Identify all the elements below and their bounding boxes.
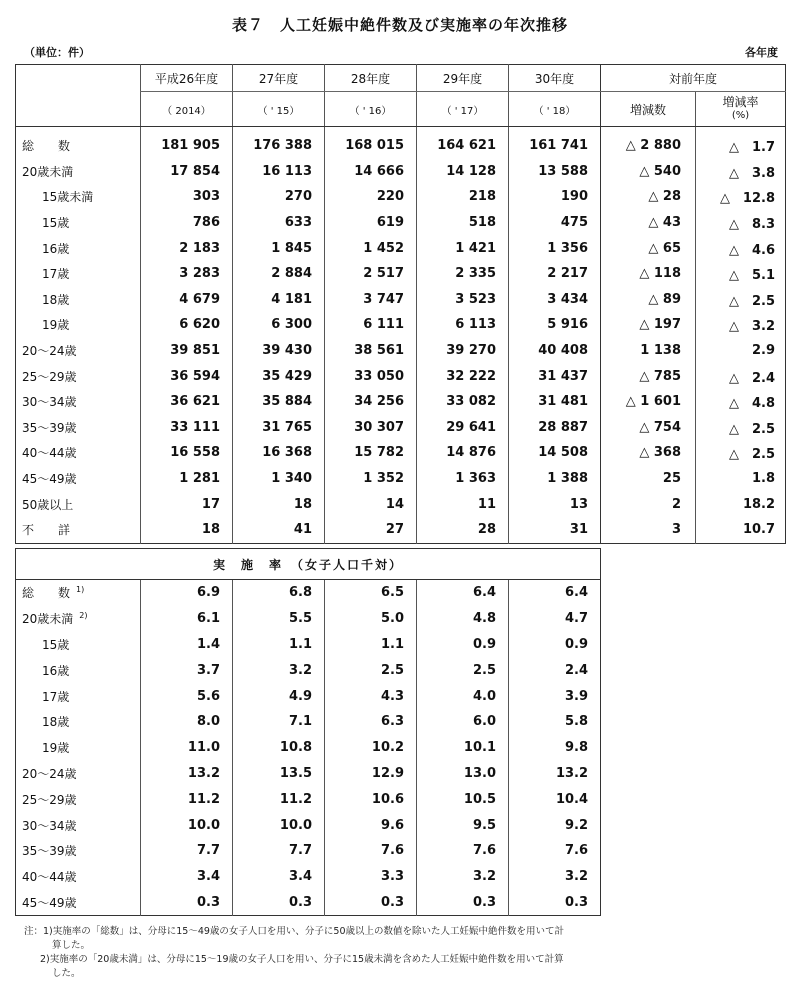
change-rate-cell: △ 2.4 <box>696 363 786 389</box>
row-label: 15歳未満 <box>42 190 94 205</box>
header-year-2017: 29年度 <box>417 65 509 92</box>
table-row <box>16 363 786 389</box>
header-rate-label: 増減率 <box>722 95 759 109</box>
count-cell: 39 430 <box>233 338 325 364</box>
count-cell: 2 183 <box>141 235 233 261</box>
rate-cell: 0.3 <box>325 890 417 916</box>
header-year-sub-2017: （ ' 17） <box>417 92 509 127</box>
rate-row-label <box>16 890 141 916</box>
rate-cell: 10.8 <box>233 735 325 761</box>
rate-row-label-text: 17歳 <box>42 689 70 704</box>
count-cell: 1 281 <box>141 466 233 492</box>
rate-cell: 3.2 <box>417 864 509 890</box>
rate-row-label-text: 19歳 <box>42 741 70 756</box>
table-title: 表７ 人工妊娠中絶件数及び実施率の年次推移 <box>231 16 568 34</box>
header-year-sub-2016: （ ' 16） <box>325 92 417 127</box>
count-cell: 6 300 <box>233 312 325 338</box>
change-rate-cell: △ 2.5 <box>696 440 786 466</box>
count-cell: 6 620 <box>141 312 233 338</box>
rate-cell: 10.5 <box>417 786 509 812</box>
change-cell: 1 138 <box>601 338 696 364</box>
rate-cell: 3.4 <box>141 864 233 890</box>
rate-cell: 5.5 <box>233 606 325 632</box>
rate-cell: 2.5 <box>417 657 509 683</box>
table-row <box>16 786 601 812</box>
count-cell: 164 621 <box>417 127 509 159</box>
table-row <box>16 606 601 632</box>
header-rate-unit: (%) <box>731 110 750 121</box>
change-cell: △ 540 <box>601 159 696 185</box>
rate-cell: 2.5 <box>325 657 417 683</box>
rate-cell: 6.4 <box>417 580 509 606</box>
row-label: 総 数 <box>22 139 71 154</box>
count-cell: 31 481 <box>509 389 601 415</box>
count-cell: 35 429 <box>233 363 325 389</box>
rate-cell: 1.1 <box>233 632 325 658</box>
footnote-2-cont: した。 <box>52 968 81 979</box>
rate-cell: 5.6 <box>141 683 233 709</box>
rate-cell: 13.2 <box>509 761 601 787</box>
header-year-2016: 28年度 <box>325 65 417 92</box>
change-cell: △ 28 <box>601 184 696 210</box>
change-cell: △ 1 601 <box>601 389 696 415</box>
rate-row-label-text: 30～34歳 <box>22 818 77 833</box>
header-year-2015: 27年度 <box>233 65 325 92</box>
table-row <box>16 683 601 709</box>
count-cell: 220 <box>325 184 417 210</box>
count-cell: 3 434 <box>509 287 601 313</box>
row-label: 30～34歳 <box>22 395 77 410</box>
count-cell: 3 523 <box>417 287 509 313</box>
rate-row-label-text: 35～39歳 <box>22 844 77 859</box>
rate-cell: 3.4 <box>233 864 325 890</box>
count-cell: 29 641 <box>417 415 509 441</box>
rate-cell: 7.6 <box>325 838 417 864</box>
table-row <box>16 761 601 787</box>
rate-row-label-text: 40～44歳 <box>22 870 77 885</box>
change-rate-cell: △ 2.5 <box>696 287 786 313</box>
count-cell: 32 222 <box>417 363 509 389</box>
rate-row-label <box>16 864 141 890</box>
table-row <box>16 709 601 735</box>
rate-cell: 13.2 <box>141 761 233 787</box>
rate-cell: 6.3 <box>325 709 417 735</box>
change-cell: △ 43 <box>601 210 696 236</box>
row-label: 18歳 <box>42 292 70 307</box>
rate-cell: 4.9 <box>233 683 325 709</box>
count-cell: 39 270 <box>417 338 509 364</box>
count-cell: 1 363 <box>417 466 509 492</box>
row-label: 20歳未満 <box>22 164 74 179</box>
rate-cell: 1.1 <box>325 632 417 658</box>
rate-cell: 3.2 <box>509 864 601 890</box>
count-cell: 5 916 <box>509 312 601 338</box>
count-cell: 17 854 <box>141 159 233 185</box>
count-cell: 41 <box>233 517 325 543</box>
row-label: 20～24歳 <box>22 344 77 359</box>
table-row <box>16 657 601 683</box>
count-cell: 31 <box>509 517 601 543</box>
unit-label: （単位：件） <box>24 46 90 59</box>
count-cell: 218 <box>417 184 509 210</box>
header-year-sub-2018: （ ' 18） <box>509 92 601 127</box>
rate-cell: 7.7 <box>141 838 233 864</box>
rate-cell: 4.0 <box>417 683 509 709</box>
footnote-1-cont: 算した。 <box>52 940 91 951</box>
count-cell: 13 <box>509 491 601 517</box>
table-row <box>16 864 601 890</box>
row-label: 50歳以上 <box>22 497 74 512</box>
row-label: 不 詳 <box>22 523 71 538</box>
rate-cell: 10.2 <box>325 735 417 761</box>
count-cell: 39 851 <box>141 338 233 364</box>
table-row <box>16 312 786 338</box>
count-cell: 1 421 <box>417 235 509 261</box>
table-row <box>16 491 786 517</box>
count-cell: 6 113 <box>417 312 509 338</box>
rate-cell: 11.2 <box>141 786 233 812</box>
rate-cell: 0.3 <box>509 890 601 916</box>
count-cell: 11 <box>417 491 509 517</box>
rate-row-label <box>16 606 141 632</box>
rate-row-label-text: 18歳 <box>42 715 70 730</box>
rate-section-heading: 実 施 率 （女子人口千対） <box>16 549 601 580</box>
count-cell: 28 <box>417 517 509 543</box>
count-cell: 18 <box>233 491 325 517</box>
rate-cell: 0.3 <box>233 890 325 916</box>
rate-cell: 6.8 <box>233 580 325 606</box>
change-cell: 2 <box>601 491 696 517</box>
count-cell: 270 <box>233 184 325 210</box>
table-row <box>16 127 786 159</box>
rate-cell: 1.4 <box>141 632 233 658</box>
table-row <box>16 235 786 261</box>
header-year-2018: 30年度 <box>509 65 601 92</box>
abortion-rate-table <box>15 548 601 916</box>
rate-cell: 6.5 <box>325 580 417 606</box>
rate-row-label <box>16 735 141 761</box>
rate-row-label-text: 25～29歳 <box>22 792 77 807</box>
table-row <box>16 261 786 287</box>
count-cell: 35 884 <box>233 389 325 415</box>
rate-row-label <box>16 761 141 787</box>
row-label: 15歳 <box>42 216 70 231</box>
count-cell: 161 741 <box>509 127 601 159</box>
header-blank <box>16 65 141 127</box>
change-rate-cell: 10.7 <box>696 517 786 543</box>
change-rate-cell: △ 5.1 <box>696 261 786 287</box>
count-cell: 181 905 <box>141 127 233 159</box>
header-year-2014: 平成26年度 <box>141 65 233 92</box>
count-cell: 2 884 <box>233 261 325 287</box>
table-row <box>16 632 601 658</box>
count-cell: 475 <box>509 210 601 236</box>
table-row <box>16 838 601 864</box>
header-change: 増減数 <box>601 92 696 127</box>
header-rate <box>696 92 786 127</box>
rate-cell: 3.9 <box>509 683 601 709</box>
count-cell: 31 437 <box>509 363 601 389</box>
count-cell: 4 679 <box>141 287 233 313</box>
change-rate-cell: 2.9 <box>696 338 786 364</box>
rate-cell: 6.1 <box>141 606 233 632</box>
row-label: 19歳 <box>42 318 70 333</box>
count-cell: 190 <box>509 184 601 210</box>
count-cell: 18 <box>141 517 233 543</box>
period-label: 各年度 <box>745 46 778 59</box>
table-row <box>16 735 601 761</box>
change-rate-cell: △ 4.6 <box>696 235 786 261</box>
change-rate-cell: △ 12.8 <box>696 184 786 210</box>
table-row <box>16 812 601 838</box>
rate-row-label <box>16 812 141 838</box>
count-cell: 15 782 <box>325 440 417 466</box>
rate-cell: 7.7 <box>233 838 325 864</box>
table-row <box>16 389 786 415</box>
rate-cell: 13.5 <box>233 761 325 787</box>
change-rate-cell: △ 1.7 <box>696 127 786 159</box>
rate-row-label <box>16 580 141 606</box>
change-cell: △ 197 <box>601 312 696 338</box>
rate-cell: 11.0 <box>141 735 233 761</box>
rate-row-label-text: 16歳 <box>42 663 70 678</box>
count-cell: 17 <box>141 491 233 517</box>
footnotes <box>24 925 784 981</box>
count-cell: 31 765 <box>233 415 325 441</box>
change-rate-cell: 18.2 <box>696 491 786 517</box>
count-cell: 14 <box>325 491 417 517</box>
rate-cell: 6.4 <box>509 580 601 606</box>
rate-cell: 10.4 <box>509 786 601 812</box>
change-cell: 25 <box>601 466 696 492</box>
count-cell: 633 <box>233 210 325 236</box>
table-row <box>16 184 786 210</box>
rate-cell: 8.0 <box>141 709 233 735</box>
count-cell: 33 082 <box>417 389 509 415</box>
table-row <box>16 517 786 543</box>
rate-cell: 5.8 <box>509 709 601 735</box>
footnote-2: 2)実施率の「20歳未満」は、分母に15～19歳の女子人口を用い、分子に15歳未満を含めた人工妊娠中絶件数を用いて計算 <box>40 954 564 965</box>
rate-cell: 6.0 <box>417 709 509 735</box>
rate-cell: 4.3 <box>325 683 417 709</box>
change-cell: △ 2 880 <box>601 127 696 159</box>
rate-row-label-text: 45～49歳 <box>22 895 77 910</box>
table-row <box>16 210 786 236</box>
rate-cell: 10.6 <box>325 786 417 812</box>
change-rate-cell: △ 3.8 <box>696 159 786 185</box>
rate-cell: 7.6 <box>509 838 601 864</box>
count-cell: 30 307 <box>325 415 417 441</box>
count-cell: 14 508 <box>509 440 601 466</box>
count-cell: 36 621 <box>141 389 233 415</box>
rate-cell: 3.7 <box>141 657 233 683</box>
row-label: 40～44歳 <box>22 446 77 461</box>
table-row <box>16 159 786 185</box>
table-row <box>16 580 601 606</box>
table-row <box>16 466 786 492</box>
rate-cell: 9.2 <box>509 812 601 838</box>
count-cell: 2 217 <box>509 261 601 287</box>
footnote-marker: 2) <box>79 611 88 621</box>
rate-cell: 9.5 <box>417 812 509 838</box>
count-cell: 1 845 <box>233 235 325 261</box>
count-cell: 786 <box>141 210 233 236</box>
count-cell: 13 588 <box>509 159 601 185</box>
rate-row-label <box>16 709 141 735</box>
change-rate-cell: △ 2.5 <box>696 415 786 441</box>
footnote-marker: 1) <box>76 585 85 595</box>
change-cell: △ 754 <box>601 415 696 441</box>
header-year-sub-2014: （ 2014） <box>141 92 233 127</box>
count-cell: 38 561 <box>325 338 417 364</box>
count-cell: 33 111 <box>141 415 233 441</box>
rate-row-label-text: 20歳未満 <box>22 612 74 627</box>
rate-cell: 12.9 <box>325 761 417 787</box>
table-row <box>16 440 786 466</box>
rate-cell: 10.1 <box>417 735 509 761</box>
change-rate-cell: △ 8.3 <box>696 210 786 236</box>
rate-cell: 0.3 <box>417 890 509 916</box>
count-cell: 303 <box>141 184 233 210</box>
footnote-1: 注：1)実施率の「総数」は、分母に15～49歳の女子人口を用い、分子に50歳以上の数値を除いた人工妊娠中絶件数を用いて計 <box>24 926 565 937</box>
count-cell: 14 666 <box>325 159 417 185</box>
count-cell: 4 181 <box>233 287 325 313</box>
change-cell: △ 89 <box>601 287 696 313</box>
count-cell: 6 111 <box>325 312 417 338</box>
table-row <box>16 415 786 441</box>
rate-row-label <box>16 786 141 812</box>
change-cell: △ 368 <box>601 440 696 466</box>
change-cell: △ 65 <box>601 235 696 261</box>
row-label: 25～29歳 <box>22 369 77 384</box>
rate-cell: 7.1 <box>233 709 325 735</box>
count-cell: 1 352 <box>325 466 417 492</box>
table-row <box>16 890 601 916</box>
change-rate-cell: 1.8 <box>696 466 786 492</box>
change-cell: △ 118 <box>601 261 696 287</box>
count-cell: 16 558 <box>141 440 233 466</box>
change-rate-cell: △ 3.2 <box>696 312 786 338</box>
rate-cell: 10.0 <box>233 812 325 838</box>
count-cell: 1 356 <box>509 235 601 261</box>
count-cell: 168 015 <box>325 127 417 159</box>
rate-cell: 0.9 <box>509 632 601 658</box>
rate-cell: 4.8 <box>417 606 509 632</box>
count-cell: 14 876 <box>417 440 509 466</box>
row-label: 35～39歳 <box>22 420 77 435</box>
header-comparison: 対前年度 <box>601 65 786 92</box>
count-cell: 3 283 <box>141 261 233 287</box>
rate-row-label <box>16 657 141 683</box>
count-cell: 16 368 <box>233 440 325 466</box>
header-year-sub-2015: （ ' 15） <box>233 92 325 127</box>
count-cell: 14 128 <box>417 159 509 185</box>
count-cell: 33 050 <box>325 363 417 389</box>
change-cell: 3 <box>601 517 696 543</box>
rate-cell: 0.9 <box>417 632 509 658</box>
abortion-count-table <box>15 64 786 544</box>
row-label: 17歳 <box>42 267 70 282</box>
rate-cell: 9.6 <box>325 812 417 838</box>
rate-row-label <box>16 683 141 709</box>
rate-cell: 6.9 <box>141 580 233 606</box>
rate-row-label <box>16 632 141 658</box>
change-rate-cell: △ 4.8 <box>696 389 786 415</box>
count-cell: 1 452 <box>325 235 417 261</box>
rate-cell: 0.3 <box>141 890 233 916</box>
count-cell: 2 335 <box>417 261 509 287</box>
rate-cell: 3.2 <box>233 657 325 683</box>
row-label: 16歳 <box>42 241 70 256</box>
rate-cell: 11.2 <box>233 786 325 812</box>
count-cell: 1 340 <box>233 466 325 492</box>
rate-cell: 9.8 <box>509 735 601 761</box>
row-label: 45～49歳 <box>22 472 77 487</box>
count-cell: 40 408 <box>509 338 601 364</box>
rate-cell: 5.0 <box>325 606 417 632</box>
count-cell: 28 887 <box>509 415 601 441</box>
rate-cell: 10.0 <box>141 812 233 838</box>
table-row <box>16 287 786 313</box>
rate-cell: 7.6 <box>417 838 509 864</box>
count-cell: 619 <box>325 210 417 236</box>
rate-row-label <box>16 838 141 864</box>
rate-cell: 2.4 <box>509 657 601 683</box>
rate-cell: 4.7 <box>509 606 601 632</box>
count-cell: 2 517 <box>325 261 417 287</box>
count-cell: 1 388 <box>509 466 601 492</box>
count-cell: 27 <box>325 517 417 543</box>
rate-row-label-text: 15歳 <box>42 637 70 652</box>
rate-cell: 3.3 <box>325 864 417 890</box>
table-row <box>16 338 786 364</box>
rate-cell: 13.0 <box>417 761 509 787</box>
count-cell: 518 <box>417 210 509 236</box>
count-cell: 3 747 <box>325 287 417 313</box>
change-cell: △ 785 <box>601 363 696 389</box>
count-cell: 34 256 <box>325 389 417 415</box>
count-cell: 16 113 <box>233 159 325 185</box>
count-cell: 176 388 <box>233 127 325 159</box>
rate-row-label-text: 総 数 <box>22 586 71 601</box>
rate-row-label-text: 20～24歳 <box>22 766 77 781</box>
count-cell: 36 594 <box>141 363 233 389</box>
